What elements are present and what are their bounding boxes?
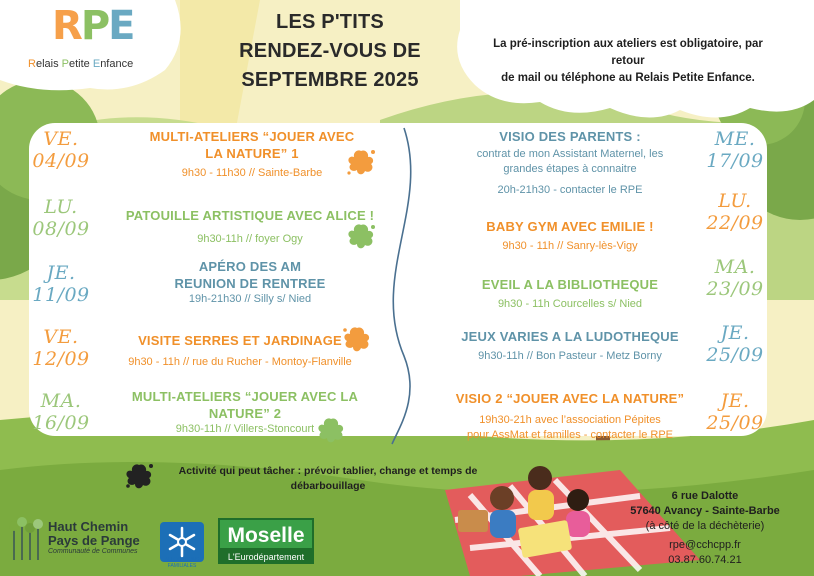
phone-number[interactable]: 03.87.60.74.21 [668,554,742,566]
date-right-4: JE. 25/09 [706,322,764,366]
address-city: 57640 Avancy - Sainte-Barbe [630,505,780,517]
haut-chemin-subtitle: Communauté de Communes [48,548,138,555]
registration-notice: La pré-inscription aux ateliers est obligatoire, par retour de mail ou téléphone au Relais Petite Enfance. [493,38,763,84]
event-left-3: APÉRO DES AM REUNION DE RENTREE 19h-21h30 // Silly s/ Nied [174,259,326,305]
event-left-5: MULTI-ATELIERS “JOUER AVEC LA NATURE” 2 9h30-11h // Villers-Stoncourt [131,389,359,435]
caf-label: ALLOCATIONS FAMILIALES [164,557,200,569]
date-left-3: JE. 11/09 [32,262,90,306]
date-right-1: ME. 17/09 [706,128,764,172]
rpe-logo-p: P [80,3,109,49]
event-right-1: VISIO DES PARENTS : contrat de mon Assistant Maternel, les grandes étapes à connaitre 20h-21h30 - contacter le RPE [476,129,664,196]
rpe-subtitle: Relais Petite Enfance [28,58,134,70]
rpe-logo-e: E [108,3,134,49]
paint-splash-icon [346,148,376,176]
page-title: LES P'TITS RENDEZ-VOUS DE SEPTEMBRE 2025 [239,11,421,91]
date-left-5: MA. 16/09 [32,390,90,434]
address-street: 6 rue Dalotte [671,490,739,502]
event-left-2: PATOUILLE ARTISTIQUE AVEC ALICE ! 9h30-11h // foyer Ogy [125,208,375,245]
paint-splash-icon [124,462,154,490]
event-left-4: VISITE SERRES ET JARDINAGE 9h30 - 11h // rue du Rucher - Montoy-Flanville [128,333,352,368]
moselle-subtitle: L'Eurodépartement [218,550,314,564]
contact-address [630,489,780,568]
email-link[interactable]: rpe@cchcpp.fr [669,539,741,551]
haut-chemin-tree-icon [8,516,46,564]
date-right-2: LU. 22/09 [706,190,764,234]
event-right-2: BABY GYM AVEC EMILIE ! 9h30 - 11h // Sanry-lès-Vigy [486,219,654,252]
event-right-4: JEUX VARIES A LA LUDOTHEQUE 9h30-11h // Bon Pasteur - Metz Borny [461,329,679,362]
event-left-1: MULTI-ATELIERS “JOUER AVEC LA NATURE” 1 9h30 - 11h30 // Sainte-Barbe [149,129,355,179]
rpe-logo [52,3,133,49]
date-left-2: LU. 08/09 [32,196,90,240]
date-right-3: MA. 23/09 [706,256,764,300]
date-right-5: JE. 25/09 [706,390,764,434]
paint-splash-icon [346,222,376,250]
event-right-5: VISIO 2 “JOUER AVEC LA NATURE” 19h30-21h avec l’association Pépites pour AssMat et familles - contacter le RPE [455,391,685,441]
event-right-3: EVEIL A LA BIBLIOTHEQUE 9h30 - 11h Courcelles s/ Nied [481,277,659,310]
date-left-4: VE. 12/09 [32,326,90,370]
rpe-logo-r: R [52,3,81,49]
paint-splash-icon [316,416,346,444]
haut-chemin-logo: Haut Chemin Pays de Pange [48,519,140,548]
date-left-1: VE. 04/09 [32,128,90,172]
paint-splash-icon [342,325,372,353]
address-hint: (à côté de la déchèterie) [645,520,765,532]
moselle-logo: Moselle [218,518,314,550]
activity-warning: Activité qui peut tâcher : prévoir tablier, change et temps de débarbouillage [178,465,478,492]
